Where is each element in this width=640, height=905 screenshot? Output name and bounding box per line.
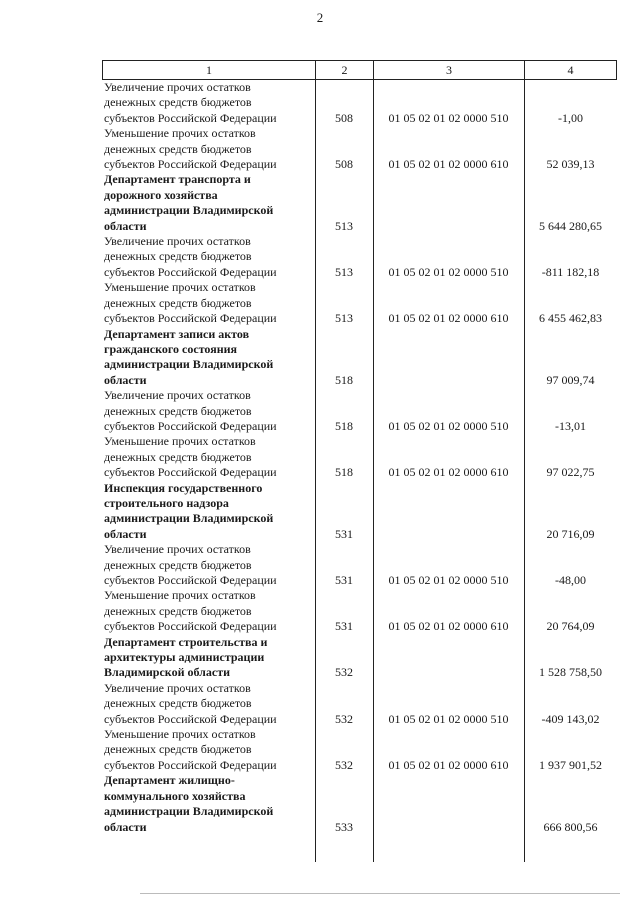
description-line: Увеличение прочих остатков <box>104 542 251 557</box>
admin-code: 513 <box>335 311 353 326</box>
description-line: субъектов Российской Федерации <box>104 110 277 125</box>
page-edge-line <box>140 893 620 894</box>
description-line: администрации Владимирской <box>104 203 274 218</box>
row-description <box>102 80 314 126</box>
description-line: Уменьшение прочих остатков <box>104 727 256 742</box>
admin-code: 508 <box>335 157 353 172</box>
description-line: Департамент транспорта и <box>104 172 251 187</box>
description-line: Департамент записи актов <box>104 326 250 341</box>
row-description <box>102 280 314 326</box>
description-line: администрации Владимирской <box>104 511 274 526</box>
budget-classification-code: 01 05 02 01 02 0000 610 <box>388 311 509 326</box>
row-description <box>102 681 314 727</box>
description-line: Департамент строительства и <box>104 634 268 649</box>
table-row <box>102 434 617 480</box>
row-description <box>102 126 314 172</box>
admin-code: 532 <box>335 711 353 726</box>
table-row <box>102 280 617 326</box>
description-line: области <box>104 372 147 387</box>
budget-classification-code: 01 05 02 01 02 0000 610 <box>388 465 509 480</box>
row-description <box>102 773 314 835</box>
row-description <box>102 542 314 588</box>
amount: -1,00 <box>558 110 583 125</box>
description-line: субъектов Российской Федерации <box>104 157 277 172</box>
description-line: области <box>104 218 147 233</box>
table-row <box>102 234 617 280</box>
description-line: Увеличение прочих остатков <box>104 680 251 695</box>
column-header-2: 2 <box>316 61 374 79</box>
description-line: коммунального хозяйства <box>104 788 246 803</box>
description-line: Инспекция государственного <box>104 480 263 495</box>
admin-code: 532 <box>335 665 353 680</box>
admin-code: 518 <box>335 372 353 387</box>
description-line: Увеличение прочих остатков <box>104 234 251 249</box>
amount: 97 009,74 <box>546 372 595 387</box>
table-row <box>102 80 617 126</box>
description-line: денежных средств бюджетов <box>104 295 252 310</box>
budget-classification-code: 01 05 02 01 02 0000 510 <box>388 573 509 587</box>
row-description <box>102 727 314 773</box>
table-row <box>102 727 617 773</box>
row-description <box>102 234 314 280</box>
table-body <box>102 80 617 835</box>
description-line: архитектуры администрации <box>104 650 265 665</box>
description-line: денежных средств бюджетов <box>104 95 252 110</box>
description-line: денежных средств бюджетов <box>104 603 252 618</box>
table-row <box>102 542 617 588</box>
budget-classification-code: 01 05 02 01 02 0000 610 <box>388 157 509 172</box>
description-line: субъектов Российской Федерации <box>104 264 277 279</box>
row-description <box>102 388 314 434</box>
admin-code: 518 <box>335 465 353 480</box>
description-line: Уменьшение прочих остатков <box>104 588 256 603</box>
description-line: денежных средств бюджетов <box>104 557 252 572</box>
amount: 97 022,75 <box>546 465 595 480</box>
admin-code: 513 <box>335 218 353 233</box>
table-row <box>102 126 617 172</box>
department-row <box>102 773 617 835</box>
description-line: субъектов Российской Федерации <box>104 573 277 587</box>
department-row <box>102 172 617 234</box>
amount: 1 528 758,50 <box>539 665 602 680</box>
description-line: Владимирской области <box>104 665 231 680</box>
table-row <box>102 681 617 727</box>
table-row <box>102 588 617 634</box>
column-header-1: 1 <box>103 61 316 79</box>
description-line: денежных средств бюджетов <box>104 742 252 757</box>
column-header-3: 3 <box>374 61 525 79</box>
description-line: денежных средств бюджетов <box>104 696 252 711</box>
description-line: администрации Владимирской <box>104 357 274 372</box>
row-description <box>102 327 314 389</box>
page-number: 2 <box>316 10 324 25</box>
amount: -409 143,02 <box>541 711 600 726</box>
description-line: субъектов Российской Федерации <box>104 465 277 480</box>
admin-code: 513 <box>335 264 353 279</box>
budget-classification-code: 01 05 02 01 02 0000 510 <box>388 418 509 433</box>
row-description <box>102 635 314 681</box>
description-line: субъектов Российской Федерации <box>104 418 277 433</box>
row-description <box>102 434 314 480</box>
description-line: гражданского состояния <box>104 341 238 356</box>
department-row <box>102 635 617 681</box>
admin-code: 531 <box>335 573 353 587</box>
amount: 1 937 901,52 <box>539 757 602 772</box>
description-line: области <box>104 819 147 834</box>
description-line: Увеличение прочих остатков <box>104 80 251 94</box>
column-header-4: 4 <box>567 63 574 77</box>
description-line: администрации Владимирской <box>104 804 274 819</box>
amount: -48,00 <box>555 573 586 587</box>
description-line: Уменьшение прочих остатков <box>104 280 256 295</box>
description-line: субъектов Российской Федерации <box>104 711 277 726</box>
table-header <box>102 60 617 80</box>
admin-code: 531 <box>335 526 353 541</box>
description-line: денежных средств бюджетов <box>104 403 252 418</box>
amount: 20 716,09 <box>546 526 595 541</box>
row-description <box>102 172 314 234</box>
description-line: субъектов Российской Федерации <box>104 311 277 326</box>
admin-code: 533 <box>335 819 353 834</box>
admin-code: 532 <box>335 757 353 772</box>
table-row <box>102 388 617 434</box>
description-line: Департамент жилищно- <box>104 773 235 788</box>
description-line: субъектов Российской Федерации <box>104 619 277 634</box>
description-line: субъектов Российской Федерации <box>104 757 277 772</box>
budget-classification-code: 01 05 02 01 02 0000 510 <box>388 264 509 279</box>
description-line: денежных средств бюджетов <box>104 141 252 156</box>
description-line: денежных средств бюджетов <box>104 449 252 464</box>
amount: 666 800,56 <box>543 819 598 834</box>
budget-classification-code: 01 05 02 01 02 0000 510 <box>388 711 509 726</box>
department-row <box>102 327 617 389</box>
description-line: Уменьшение прочих остатков <box>104 126 256 141</box>
description-line: строительного надзора <box>104 495 229 510</box>
admin-code: 518 <box>335 418 353 433</box>
amount: 5 644 280,65 <box>539 218 602 233</box>
description-line: Уменьшение прочих остатков <box>104 434 256 449</box>
description-line: дорожного хозяйства <box>104 187 218 202</box>
department-row <box>102 481 617 543</box>
amount: -13,01 <box>555 418 586 433</box>
amount: 20 764,09 <box>546 619 595 634</box>
amount: 6 455 462,83 <box>539 311 602 326</box>
amount: -811 182,18 <box>541 264 600 279</box>
row-description <box>102 481 314 543</box>
budget-classification-code: 01 05 02 01 02 0000 510 <box>388 110 509 125</box>
admin-code: 531 <box>335 619 353 634</box>
amount: 52 039,13 <box>546 157 595 172</box>
description-line: Увеличение прочих остатков <box>104 388 251 403</box>
admin-code: 508 <box>335 110 353 125</box>
row-description <box>102 588 314 634</box>
description-line: денежных средств бюджетов <box>104 249 252 264</box>
budget-classification-code: 01 05 02 01 02 0000 610 <box>388 619 509 634</box>
description-line: области <box>104 526 147 541</box>
budget-classification-code: 01 05 02 01 02 0000 610 <box>388 757 509 772</box>
